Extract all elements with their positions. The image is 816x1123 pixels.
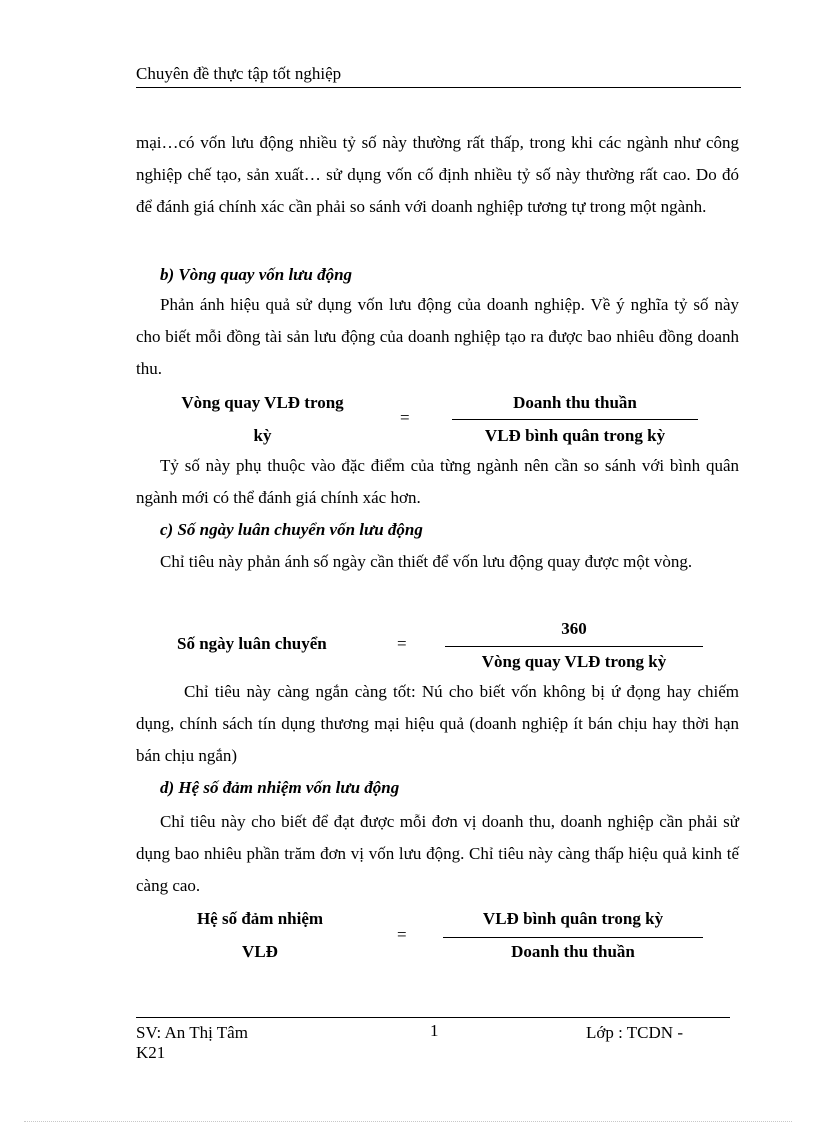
footer-student-name: SV: An Thị Tâm [136, 1023, 248, 1042]
footer-class: Lớp : TCDN - [586, 1023, 683, 1042]
heading-c: c) Số ngày luân chuyển vốn lưu động [160, 520, 423, 539]
paragraph-d [136, 806, 739, 902]
heading-d: d) Hệ số đảm nhiệm vốn lưu động [160, 778, 400, 797]
page-edge-dotted-line [24, 1121, 792, 1122]
formula2-numerator: 360 [561, 619, 587, 638]
footer-rule [136, 1017, 730, 1018]
paragraph-b [136, 289, 739, 385]
formula3-label-line2: VLĐ [242, 942, 278, 961]
footer-student-cohort: K21 [136, 1043, 166, 1062]
paragraph-c [136, 546, 739, 578]
formula2-label: Số ngày luân chuyển [177, 634, 327, 653]
formula3-numerator: VLĐ bình quân trong kỳ [482, 909, 664, 928]
paragraph-d-text: Chỉ tiêu này cho biết để đạt được mỗi đơn vị doanh thu, doanh nghiệp cần phải sử dụng bao nhiêu phần trăm đơn vị vốn lưu động. Chỉ tiêu này càng thấp hiệu quả kinh tế càng cao. [136, 812, 739, 895]
formula3-label-line1: Hệ số đảm nhiệm [196, 909, 324, 928]
paragraph-b-text: Phản ánh hiệu quả sử dụng vốn lưu động của doanh nghiệp. Về ý nghĩa tỷ số này cho biết mỗi đồng tài sản lưu động của doanh nghiệp tạo ra được bao nhiêu đồng doanh thu. [136, 295, 739, 378]
paragraph-b-note-text: Tỷ số này phụ thuộc vào đặc điểm của từng ngành nên cần so sánh với bình quân ngành mới có thể đánh giá chính xác hơn. [136, 456, 739, 507]
formula2-fraction-line [445, 646, 703, 647]
header-rule [136, 87, 741, 88]
formula2-denominator: Vòng quay VLĐ trong kỳ [481, 652, 667, 671]
formula1-label-line1: Vòng quay VLĐ trong [181, 393, 344, 412]
formula1-numerator: Doanh thu thuần [513, 393, 637, 412]
paragraph-b-note [136, 450, 739, 514]
formula3-denominator: Doanh thu thuần [511, 942, 635, 961]
header-title: Chuyên đề thực tập tốt nghiệp [136, 64, 342, 83]
paragraph-c-text: Chỉ tiêu này phản ánh số ngày cần thiết để vốn lưu động quay được một vòng. [160, 552, 693, 571]
formula1-equals: = [400, 408, 410, 427]
formula2-equals: = [397, 634, 407, 653]
formula1-label-line2: kỳ [253, 426, 272, 445]
paragraph-c-note-text: Chỉ tiêu này càng ngắn càng tốt: Nú cho biết vốn không bị ứ đọng hay chiếm dụng, chính sách tín dụng thương mại hiệu quả (doanh nghiệp ít bán chịu hay thời hạn bán chịu ngắn) [136, 682, 739, 765]
formula1-denominator: VLĐ bình quân trong kỳ [484, 426, 666, 445]
footer-page-number: 1 [430, 1021, 439, 1040]
paragraph-c-note [136, 676, 739, 772]
formula1-fraction-line [452, 419, 698, 420]
formula3-fraction-line [443, 937, 703, 938]
formula3-equals: = [397, 925, 407, 944]
paragraph-intro: mại…có vốn lưu động nhiều tỷ số này thường rất thấp, trong khi các ngành như công nghiệp chế tạo, sản xuất… sử dụng vốn cố định nhiều tỷ số này thường rất cao. Do đó để đánh giá chính xác cần phải so sánh với doanh nghiệp tương tự trong một ngành. [136, 133, 739, 216]
heading-b: b) Vòng quay vốn lưu động [160, 265, 353, 284]
